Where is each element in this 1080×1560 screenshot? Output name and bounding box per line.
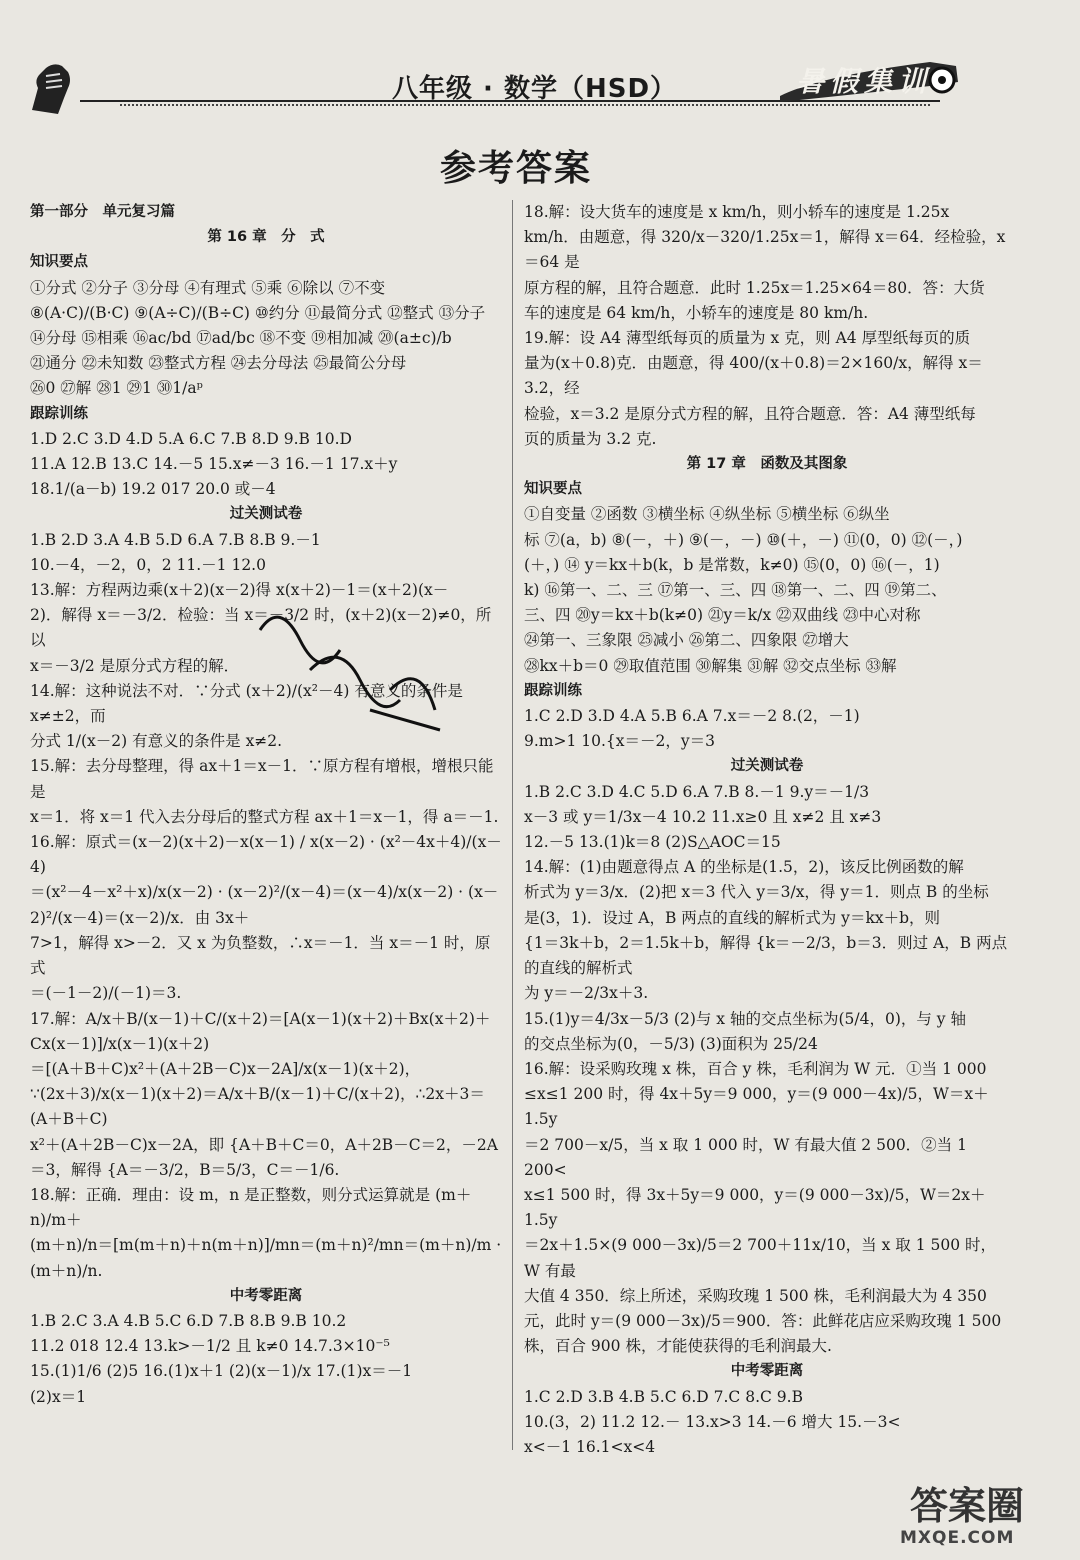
answer-line: 9.m>1 10.{x＝－2，y＝3 xyxy=(524,732,715,751)
answer-line: x<－1 16.1<x<4 xyxy=(524,1437,656,1456)
answer-line: ㉘kx＋b＝0 ㉙取值范围 ㉚解集 ㉛解 ㉜交点坐标 ㉝解 xyxy=(524,656,897,675)
answer-line: 三、四 ⑳y＝kx＋b(k≠0) ㉑y＝k/x ㉒双曲线 ㉓中心对称 xyxy=(524,606,921,625)
answer-line: 页的质量为 3.2 克. xyxy=(524,429,657,448)
answer-line: ＝2 700－x/5，当 x 取 1 000 时，W 有最大值 2 500．②当 1 200< xyxy=(524,1135,967,1179)
section-heading: 第 17 章 函数及其图象 xyxy=(686,456,848,473)
answer-line: x－3 或 y＝1/3x－4 10.2 11.x≥0 且 x≠2 且 x≠3 xyxy=(524,807,882,826)
answer-line: x＝1．将 x＝1 代入去分母后的整式方程 ax＋1＝x－1，得 a＝－1. xyxy=(30,807,499,826)
answer-line: 11.2 018 12.4 13.k>－1/2 且 k≠0 14.7.3×10⁻⁵ xyxy=(30,1337,390,1356)
section-heading: 跟踪训练 xyxy=(524,682,582,699)
answer-line: 15.(1)1/6 (2)5 16.(1)x＋1 (2)(x－1)/x 17.(1)x＝－1 xyxy=(30,1362,413,1381)
answer-line: ①分式 ②分子 ③分母 ④有理式 ⑤乘 ⑥除以 ⑦不变 xyxy=(30,278,386,297)
left-column xyxy=(30,200,502,1410)
answer-line: 1.B 2.D 3.A 4.B 5.D 6.A 7.B 8.B 9.－1 xyxy=(30,530,321,549)
answer-line: 14.解：(1)由题意得点 A 的坐标是(1.5，2)，该反比例函数的解 xyxy=(524,858,964,877)
answer-line: k) ⑯第一、二、三 ⑰第一、三、四 ⑱第一、二、四 ⑲第二、 xyxy=(524,581,947,600)
answer-line: ＝[(A＋B＋C)x²＋(A＋2B－C)x－2A]/x(x－1)(x＋2)， xyxy=(30,1059,421,1078)
answer-line: ＝2x＋1.5×(9 000－3x)/5＝2 700＋11x/10，当 x 取 1 500 时，W 有最 xyxy=(524,1236,997,1280)
answer-line: 车的速度是 64 km/h，小轿车的速度是 80 km/h. xyxy=(524,303,869,322)
answer-line: 原方程的解，且符合题意．此时 1.25x＝1.25×64＝80．答：大货 xyxy=(524,278,985,297)
answer-line: 株，百合 900 株，才能使获得的毛利润最大. xyxy=(524,1337,832,1356)
section-heading: 过关测试卷 xyxy=(229,506,303,523)
answer-line: 11.A 12.B 13.C 14.－5 15.x≠－3 16.－1 17.x＋y xyxy=(30,455,398,474)
answer-line: ㉖0 ㉗解 ㉘1 ㉙1 ㉚1/aᵖ xyxy=(30,379,203,398)
answer-line: 元，此时 y＝(9 000－3x)/5＝900．答：此鲜花店应采购玫瑰 1 500 xyxy=(524,1311,1002,1330)
answer-line: 1.B 2.C 3.A 4.B 5.C 6.D 7.B 8.B 9.B 10.2 xyxy=(30,1311,347,1330)
answer-line: 18.解：正确．理由：设 m，n 是正整数，则分式运算就是 (m＋n)/m＋ xyxy=(30,1185,472,1230)
answer-line: 15.解：去分母整理，得 ax＋1＝x－1．∵原方程有增根，增根只能是 xyxy=(30,757,494,801)
answer-line: x≤1 500 时，得 3x＋5y＝9 000，y＝(9 000－3x)/5，W＝2x＋1.5y xyxy=(524,1185,986,1230)
answer-line: 1.C 2.D 3.B 4.B 5.C 6.D 7.C 8.C 9.B xyxy=(524,1387,803,1406)
answer-line: 16.解：设采购玫瑰 x 株，百合 y 株，毛利润为 W 元．①当 1 000 xyxy=(524,1059,987,1078)
answer-line: 12.－5 13.(1)k＝8 (2)S△AOC＝15 xyxy=(524,833,781,852)
answer-line: 2)．解得 x＝－3/2．检验：当 x＝－3/2 时，(x＋2)(x－2)≠0，所以 xyxy=(30,606,492,650)
answer-line: 18.1/(a－b) 19.2 017 20.0 或－4 xyxy=(30,480,276,499)
column-divider xyxy=(512,200,513,1450)
answer-line: 17.解：A/x＋B/(x－1)＋C/(x＋2)＝[A(x－1)(x＋2)＋Bx(x＋2)＋Cx(x－1)]/x(x－1)(x＋2) xyxy=(30,1009,491,1053)
answer-line: 18.解：设大货车的速度是 x km/h，则小轿车的速度是 1.25x xyxy=(524,203,950,221)
answer-line: ＝(－1－2)/(－1)＝3. xyxy=(30,984,182,1003)
section-heading: 跟踪训练 xyxy=(30,405,88,422)
answer-line: 10.(3，2) 11.2 12.－ 13.x>3 14.－6 增大 15.－3< xyxy=(524,1412,901,1431)
banner-title: 暑假集训 xyxy=(796,65,933,98)
answer-line: ㉑通分 ㉒未知数 ㉓整式方程 ㉔去分母法 ㉕最简公分母 xyxy=(30,354,407,373)
answer-line: {1＝3k＋b，2＝1.5k＋b，解得 {k＝－2/3，b＝3．则过 A，B 两点的直线的解析式 xyxy=(524,933,1008,978)
answer-line: 析式为 y＝3/x．(2)把 x＝3 代入 y＝3/x，得 y＝1．则点 B 的坐标 xyxy=(524,883,989,902)
watermark-logo-text: 答案圈 xyxy=(910,1484,1025,1528)
section-heading: 中考零距离 xyxy=(229,1287,303,1304)
answer-line: ⑭分母 ⑮相乘 ⑯ac/bd ⑰ad/bc ⑱不变 ⑲相加减 ⑳(a±c)/b xyxy=(30,329,452,348)
answer-line: 为 y＝－2/3x＋3. xyxy=(524,984,649,1003)
answer-line: 量为(x＋0.8)克．由题意，得 400/(x＋0.8)＝2×160/x，解得 x＝3.2，经 xyxy=(524,354,983,398)
answer-line: (m＋n)/n＝[m(m＋n)＋n(m＋n)]/mn＝(m＋n)²/mn＝(m＋n)/m · (m＋n)/n. xyxy=(30,1236,502,1280)
header-title: 八年级 · 数学（HSD） xyxy=(392,74,678,104)
answer-line: km/h．由题意，得 320/x－320/1.25x＝1，解得 x＝64．经检验，x＝64 是 xyxy=(524,228,1006,272)
section-heading: 知识要点 xyxy=(30,254,88,271)
section-heading: 知识要点 xyxy=(524,481,582,498)
answer-line: (＋，) ⑭ y＝kx＋b(k，b 是常数，k≠0) ⑮(0，0) ⑯(－，1) xyxy=(524,555,940,574)
answer-line: x²＋(A＋2B－C)x－2A，即 {A＋B＋C＝0，A＋2B－C＝2，－2A＝3，解得 {A＝－3/2，B＝5/3，C＝－1/6. xyxy=(30,1135,498,1179)
answer-line: 的交点坐标为(0，－5/3) (3)面积为 25/24 xyxy=(524,1034,818,1053)
answer-line: ∵(2x＋3)/x(x－1)(x＋2)＝A/x＋B/(x－1)＋C/(x＋2)，∴2x＋3＝(A＋B＋C) xyxy=(30,1085,485,1129)
answer-line: (2)x＝1 xyxy=(30,1387,87,1406)
answer-line: 标 ⑦(a，b) ⑧(－，＋) ⑨(－，－) ⑩(＋，－) ⑪(0，0) ⑫(－，) xyxy=(524,530,963,549)
answer-line: ＝(x²－4－x²＋x)/x(x－2) · (x－2)²/(x－4)＝(x－4)/x(x－2) · (x－2)²/(x－4)＝(x－2)/x．由 3x＋ xyxy=(30,883,499,927)
answer-line: ㉔第一、三象限 ㉕减小 ㉖第二、四象限 ㉗增大 xyxy=(524,631,849,650)
answer-line: 1.B 2.C 3.D 4.C 5.D 6.A 7.B 8.－1 9.y＝－1/3 xyxy=(524,782,870,801)
answer-line: 7>1，解得 x>－2．又 x 为负整数，∴x＝－1．当 x＝－1 时，原式 xyxy=(30,933,491,978)
answer-line: ≤x≤1 200 时，得 4x＋5y＝9 000，y＝(9 000－4x)/5，W＝x＋1.5y xyxy=(524,1085,989,1129)
right-column xyxy=(524,200,1010,1460)
page-title: 参考答案 xyxy=(440,148,593,189)
section-heading: 过关测试卷 xyxy=(730,758,804,775)
answer-line: 大值 4 350．综上所述，采购玫瑰 1 500 株，毛利润最大为 4 350 xyxy=(524,1286,987,1305)
answer-line: 13.解：方程两边乘(x＋2)(x－2)得 x(x＋2)－1＝(x＋2)(x－ xyxy=(30,581,449,600)
answer-line: 是(3，1)．设过 A，B 两点的直线的解析式为 y＝kx＋b，则 xyxy=(524,908,940,927)
watermark-url: MXQE.COM xyxy=(900,1528,1015,1548)
section-heading: 中考零距离 xyxy=(730,1363,804,1380)
section-heading: 第一部分 单元复习篇 xyxy=(30,204,175,220)
answer-line: 14.解：这种说法不对．∵分式 (x＋2)/(x²－4) 有意义的条件是 x≠±2，而 xyxy=(30,681,463,726)
section-heading: 第 16 章 分 式 xyxy=(207,229,325,246)
answer-line: x＝－3/2 是原分式方程的解． xyxy=(30,656,240,675)
answer-line: 19.解：设 A4 薄型纸每页的质量为 x 克，则 A4 厚型纸每页的质 xyxy=(524,329,971,348)
handwriting-scribble xyxy=(250,600,450,740)
answer-line: ①自变量 ②函数 ③横坐标 ④纵坐标 ⑤横坐标 ⑥纵坐 xyxy=(524,505,890,524)
answer-line: 1.D 2.C 3.D 4.D 5.A 6.C 7.B 8.D 9.B 10.D xyxy=(30,429,352,448)
answer-line: 10.－4，－2，0，2 11.－1 12.0 xyxy=(30,555,266,574)
fist-icon xyxy=(24,58,76,116)
answer-line: 1.C 2.D 3.D 4.A 5.B 6.A 7.x＝－2 8.(2，－1) xyxy=(524,707,860,726)
answer-line: 分式 1/(x－2) 有意义的条件是 x≠2. xyxy=(30,732,283,751)
answer-line: 15.(1)y＝4/3x－5/3 (2)与 x 轴的交点坐标为(5/4，0)，与 y 轴 xyxy=(524,1009,966,1028)
answer-line: 16.解：原式＝(x－2)(x＋2)－x(x－1) / x(x－2) · (x²－4x＋4)/(x－4) xyxy=(30,833,502,877)
answer-line: 检验，x＝3.2 是原分式方程的解，且符合题意．答：A4 薄型纸每 xyxy=(524,404,976,423)
answer-line: ⑧(A·C)/(B·C) ⑨(A÷C)/(B÷C) ⑩约分 ⑪最简分式 ⑫整式 ⑬分子 xyxy=(30,303,486,322)
